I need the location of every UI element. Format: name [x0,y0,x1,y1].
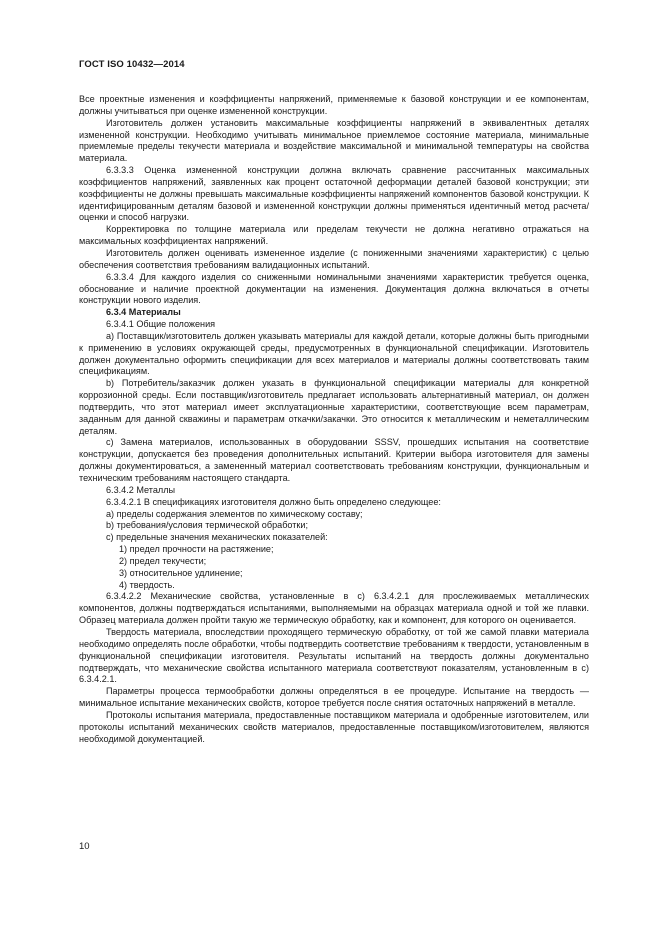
paragraph: Корректировка по толщине материала или пределам текучести не должна негативно отражаться на максимальных коэффициентах напряжений. [79,224,589,247]
paragraph: 6.3.3.3 Оценка измененной конструкции должна включать сравнение рассчитанных максимальных коэффициентов напряжений, заявленных как процент остаточной деформации деталей базовой конструкции; эти коэффициенты не должны превышать максимальные коэффициенты напряжений компонентов базовой конструкции. К идентифицированным деталям базовой и измененной конструкции должны применяться идентичный метод расчета/оценки и способ нагрузки. [79,165,589,223]
section-heading: 6.3.4 Материалы [106,307,181,318]
paragraph: 6.3.4.2.1 В спецификациях изготовителя должно быть определено следующее: [106,496,441,507]
list-item: 1) предел прочности на растяжение; [119,544,274,555]
list-item: 4) твердость. [119,579,175,590]
document-header: ГОСТ ISO 10432—2014 [79,59,185,70]
paragraph: b) Потребитель/заказчик должен указать в функциональной спецификации материалы для конкретной коррозионной среды. Если поставщик/изготовитель предлагает использовать альтернативный материал, он должен подтвердить, что этот материал имеет эксплуатационные характеристики, соответствующие всем параметрам, заданным для данной скважины и параметрам откачки/закачки. Это относится к металлическим и неметаллическим деталям. [79,378,589,436]
paragraph: Все проектные изменения и коэффициенты напряжений, применяемые к базовой конструкции и ее компонентам, должны учитываться при оценке измененной конструкции. [79,94,589,116]
paragraph: 6.3.4.1 Общие положения [106,319,216,330]
list-item: 3) относительное удлинение; [119,567,243,578]
paragraph: Параметры процесса термообработки должны определяться в ее процедуре. Испытание на твердость — минимальное испытание механических свойств, которое требуется после снятия остаточных напряжений в металле. [79,686,589,709]
paragraph: 6.3.3.4 Для каждого изделия со сниженными номинальными значениями характеристик требуется оценка, обоснование и наличие проектной документации на изменения. Документация должна включаться в отчеты конструкции нового изделия. [79,271,589,306]
list-item: a) пределы содержания элементов по химическому составу; [106,508,363,519]
page-number: 10 [79,841,90,852]
paragraph: Изготовитель должен установить максимальные коэффициенты напряжений в эквивалентных деталях измененной конструкции. Необходимо учитывать минимальное приемлемое состояние материала, минимальные приемлемые пределы текучести материала и воздействие максимальной и минимальной температуры на свойства материала. [79,117,589,164]
list-item: c) предельные значения механических показателей: [106,532,328,543]
paragraph: 6.3.4.2 Металлы [106,484,176,495]
paragraph: a) Поставщик/изготовитель должен указывать материалы для каждой детали, которые должны быть пригодными к применению в условиях окружающей среды, предусмотренных в функциональной спецификации. Изготовитель должен документально оформить спецификации для всех материалов и материалы должны соответствовать таким спецификациям. [79,330,589,377]
paragraph: Протоколы испытания материала, предоставленные поставщиком материала и одобренные изготовителем, или протоколы испытаний механических свойств материалов, предоставленные поставщиком/изготовителем, являются необходимой документацией. [79,709,589,744]
paragraph: Твердость материала, впоследствии проходящего термическую обработку, от той же самой плавки материала необходимо определять после обработки, чтобы подтвердить соответствие требованиям к твердости, установленным в функциональной спецификации изготовителя. Результаты испытаний на твердость должны документально подтверждать, что механические свойства испытанного материала соответствуют показателям, установленным в c) 6.3.4.2.1. [79,626,589,685]
document-body [79,94,589,745]
paragraph: Изготовитель должен оценивать измененное изделие (с пониженными значениями характеристик) с целью обеспечения соответствия требованиям валидационных испытаний. [79,247,589,270]
paragraph: c) Замена материалов, использованных в оборудовании SSSV, прошедших испытания на соответствие конструкции, допускается без проведения дополнительных испытаний. Критерии выбора изготовителя для замены должны документироваться, а замененный материал соответствовать требованиям конструкции, функциональным и техническим требованиям настоящего стандарта. [79,437,589,483]
list-item: b) требования/условия термической обработки; [106,520,309,531]
paragraph: 6.3.4.2.2 Механические свойства, установленные в c) 6.3.4.2.1 для прослеживаемых металлических компонентов, должны подтверждаться испытаниями, выполняемыми на образцах материала одной и той же плавки. Образец материала должен пройти такую же термическую обработку, как и компонент, для которого он оценивается. [79,591,589,626]
list-item: 2) предел текучести; [119,555,207,566]
